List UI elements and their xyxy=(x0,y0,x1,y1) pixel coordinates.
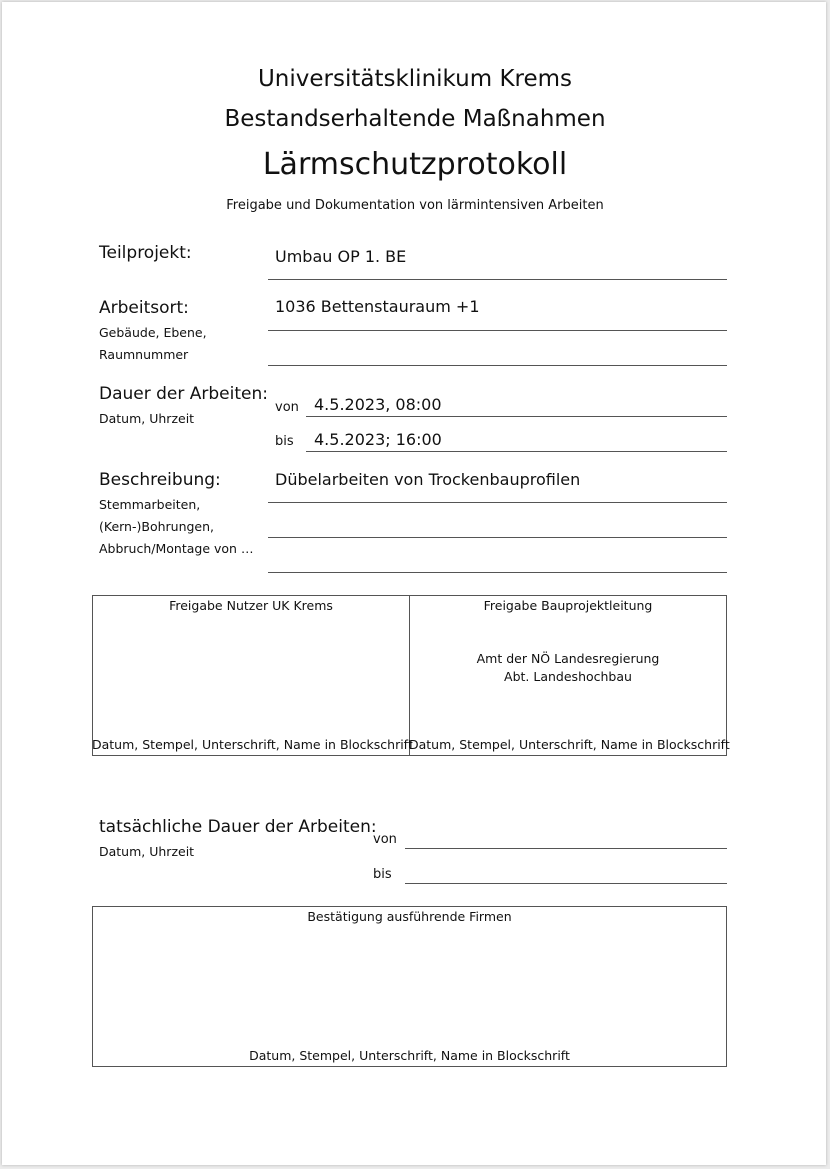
teilprojekt-underline xyxy=(268,279,727,280)
approval-project-department: Abt. Landeshochbau xyxy=(504,669,632,684)
dauer-hint: Datum, Uhrzeit xyxy=(99,411,195,426)
dauer-label: Dauer der Arbeiten: xyxy=(99,384,268,404)
actual-bis-field[interactable] xyxy=(405,883,727,884)
beschreibung-hint-3: Abbruch/Montage von … xyxy=(99,541,254,556)
actual-duration-label: tatsächliche Dauer der Arbeiten: xyxy=(99,817,377,837)
actual-bis-label: bis xyxy=(373,867,392,882)
confirmation-box[interactable] xyxy=(92,906,727,1067)
actual-von-label: von xyxy=(373,832,397,847)
beschreibung-underline-1 xyxy=(268,502,727,503)
dauer-von-value[interactable]: 4.5.2023, 08:00 xyxy=(314,395,442,414)
program-title: Bestandserhaltende Maßnahmen xyxy=(224,106,606,132)
arbeitsort-label: Arbeitsort: xyxy=(99,298,189,318)
dauer-bis-value[interactable]: 4.5.2023; 16:00 xyxy=(314,430,442,449)
dauer-von-label: von xyxy=(275,400,299,415)
approval-user-title: Freigabe Nutzer UK Krems xyxy=(169,598,333,613)
teilprojekt-label: Teilprojekt: xyxy=(99,243,192,263)
approval-project-authority: Amt der NÖ Landesregierung xyxy=(476,651,660,666)
page-subtitle: Freigabe und Dokumentation von lärmintensiven Arbeiten xyxy=(226,198,604,213)
institution-title: Universitätsklinikum Krems xyxy=(257,66,573,92)
beschreibung-hint-1: Stemmarbeiten, xyxy=(99,497,201,512)
dauer-bis-label: bis xyxy=(275,434,294,449)
approval-user-footer: Datum, Stempel, Unterschrift, Name in Blockschrift xyxy=(92,737,413,752)
arbeitsort-hint-1: Gebäude, Ebene, xyxy=(99,325,207,340)
confirmation-footer: Datum, Stempel, Unterschrift, Name in Blockschrift xyxy=(249,1048,570,1063)
dauer-von-underline xyxy=(306,416,727,417)
approval-box-user[interactable] xyxy=(92,595,413,756)
dauer-bis-underline xyxy=(306,451,727,452)
actual-von-field[interactable] xyxy=(405,848,727,849)
teilprojekt-value[interactable]: Umbau OP 1. BE xyxy=(275,247,407,266)
arbeitsort-value[interactable]: 1036 Bettenstauraum +1 xyxy=(275,297,480,316)
beschreibung-value[interactable]: Dübelarbeiten von Trockenbauprofilen xyxy=(275,470,581,489)
arbeitsort-underline-1 xyxy=(268,330,727,331)
approval-project-footer: Datum, Stempel, Unterschrift, Name in Blockschrift xyxy=(409,737,730,752)
beschreibung-label: Beschreibung: xyxy=(99,470,221,490)
confirmation-title: Bestätigung ausführende Firmen xyxy=(307,909,512,924)
approval-project-title: Freigabe Bauprojektleitung xyxy=(483,598,653,613)
arbeitsort-hint-2: Raumnummer xyxy=(99,347,189,362)
arbeitsort-underline-2 xyxy=(268,365,727,366)
page-title: Lärmschutzprotokoll xyxy=(262,147,568,182)
beschreibung-underline-2 xyxy=(268,537,727,538)
beschreibung-hint-2: (Kern-)Bohrungen, xyxy=(99,519,215,534)
beschreibung-underline-3 xyxy=(268,572,727,573)
actual-duration-hint: Datum, Uhrzeit xyxy=(99,844,195,859)
